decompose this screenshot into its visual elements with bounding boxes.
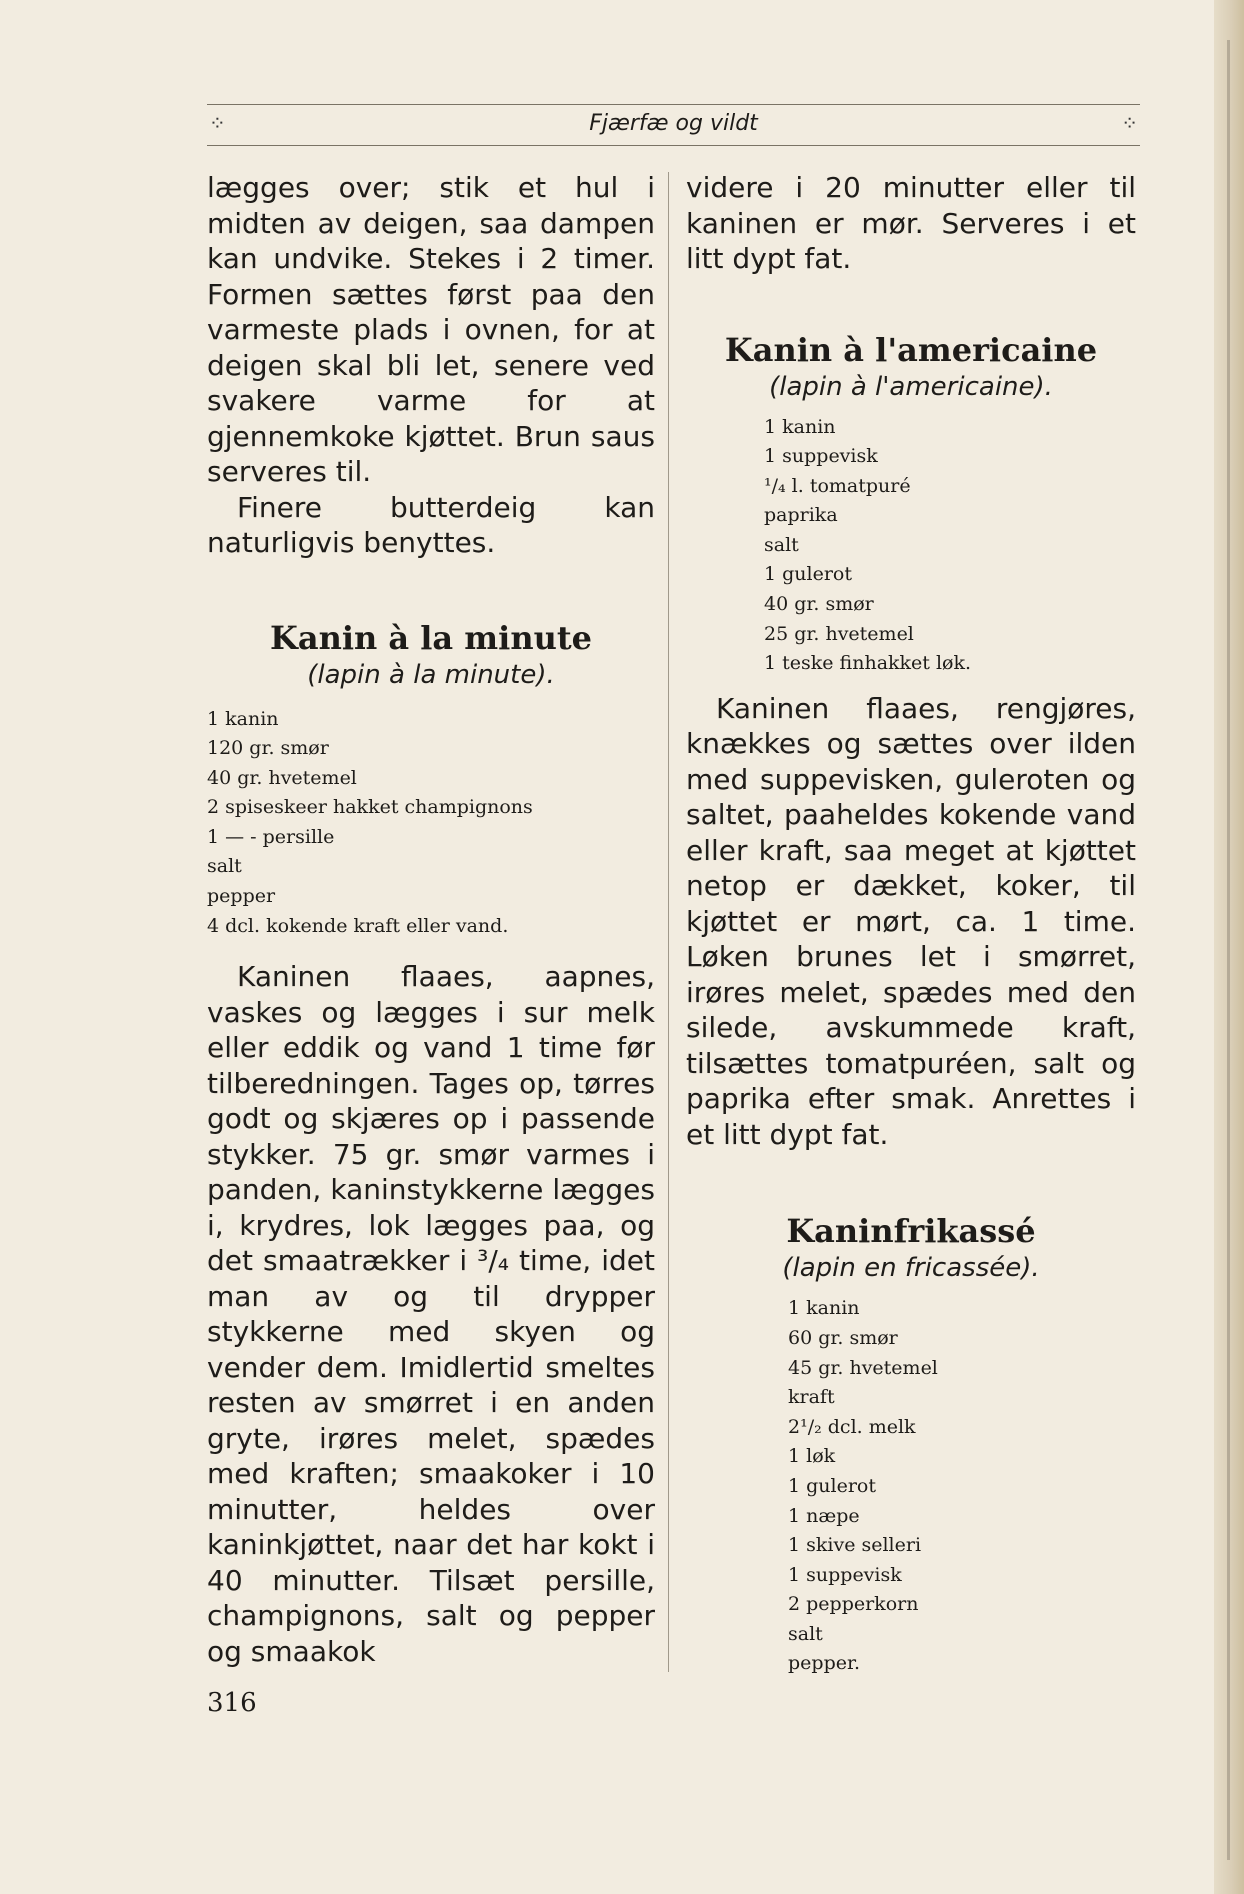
recipe-title: Kaninfrikassé — [786, 1212, 1036, 1251]
ornament-left: ⁘ — [209, 111, 226, 135]
ingredient-list — [788, 1294, 1136, 1679]
recipe-subtitle: (lapin à l'americaine). — [769, 371, 1053, 402]
ingredient-item: 2¹/₂ dcl. melk — [788, 1415, 916, 1438]
ingredient-item: 45 gr. hvetemel — [788, 1356, 938, 1379]
ingredient-item: 120 gr. smør — [207, 737, 329, 760]
ingredient-item: 1 næpe — [788, 1504, 860, 1527]
running-header — [207, 104, 1140, 146]
recipe-title: Kanin à l'americaine — [724, 330, 1098, 369]
running-header-title: Fjærfæ og vildt — [589, 111, 758, 136]
ingredient-item: 1 kanin — [207, 707, 279, 730]
ingredient-item: pepper. — [788, 1652, 861, 1675]
recipe-kanin-a-l-americaine — [686, 331, 1136, 1153]
ingredient-item: 1 kanin — [764, 415, 836, 438]
recipe-subtitle: (lapin en fricassée). — [782, 1253, 1040, 1284]
recipe-subtitle: (lapin à la minute). — [307, 659, 555, 690]
ingredient-item: 1 suppevisk — [788, 1563, 902, 1586]
recipe-method: Kaninen flaaes, aapnes, vaskes og lægges i sur melk eller eddik og vand 1 time før tilberedningen. Tages op, tørres godt og skjæres op i passende stykker. 75 gr. smør varmes i panden, kaninstykkerne lægges i, krydres, lok lægges paa, og det smaatrækker i ³/₄ time, idet man av og til drypper stykkerne med skyen og vender dem. Imidlertid smeltes resten av smørret i en anden gryte, irøres melet, spædes med kraften; smaakoker i 10 minutter, heldes over kaninkjøttet, naar det har kokt i 40 minutter. Tilsæt persille, champignons, salt og pepper og smaakok — [207, 960, 655, 1668]
ingredient-list — [764, 413, 1136, 679]
ingredient-item: 1 kanin — [788, 1297, 860, 1320]
left-paragraph-2: Finere butterdeig kan naturligvis benyttes. — [207, 490, 655, 559]
ingredient-list — [207, 705, 655, 942]
ingredient-item: salt — [788, 1622, 823, 1645]
ingredient-item: salt — [764, 533, 799, 556]
column-divider — [668, 172, 669, 1672]
page-edge-shadow — [1227, 40, 1230, 1860]
ingredient-item: salt — [207, 855, 242, 878]
ornament-right: ⁘ — [1121, 111, 1138, 135]
right-paragraph-1: videre i 20 minutter eller til kaninen er mør. Serveres i et litt dypt fat. — [686, 171, 1136, 275]
left-column — [207, 170, 655, 1669]
page-number: 316 — [207, 1688, 257, 1718]
ingredient-item: 60 gr. smør — [788, 1326, 898, 1349]
ingredient-item: kraft — [788, 1386, 835, 1409]
ingredient-item: 1 — - persille — [207, 825, 335, 848]
ingredient-item: 1 gulerot — [788, 1474, 877, 1497]
ingredient-item: 1 gulerot — [764, 563, 853, 586]
ingredient-item: 1 teske finhakket løk. — [764, 652, 972, 675]
ingredient-item: 1 skive selleri — [788, 1534, 922, 1557]
ingredient-item: 1 løk — [788, 1445, 836, 1468]
ingredient-item: 2 spiseskeer hakket champignons — [207, 796, 533, 819]
ingredient-item: 1 suppevisk — [764, 445, 878, 468]
right-column — [686, 170, 1136, 1679]
ingredient-item: 2 pepperkorn — [788, 1593, 919, 1616]
ingredient-item: pepper — [207, 885, 276, 908]
ingredient-item: 4 dcl. kokende kraft eller vand. — [207, 914, 509, 937]
recipe-kanin-a-la-minute — [207, 619, 655, 1670]
recipe-title: Kanin à la minute — [270, 618, 592, 657]
ingredient-item: ¹/₄ l. tomatpuré — [764, 474, 911, 497]
recipe-method: Kaninen flaaes, rengjøres, knækkes og sættes over ilden med suppevisken, guleroten og saltet, paaheldes kokende vand eller kraft, saa meget at kjøttet netop er dækket, koker, til kjøttet er mørt, ca. 1 time. Løken brunes let i smørret, irøres melet, spædes med den silede, avskummede kraft, tilsættes tomatpuréen, salt og paprika efter smak. Anrettes i et litt dypt fat. — [686, 691, 1136, 1151]
ingredient-item: 25 gr. hvetemel — [764, 622, 914, 645]
ingredient-item: 40 gr. smør — [764, 593, 874, 616]
ingredient-item: 40 gr. hvetemel — [207, 766, 357, 789]
recipe-kaninfrikasse — [686, 1212, 1136, 1679]
ingredient-item: paprika — [764, 504, 838, 527]
left-paragraph-1: lægges over; stik et hul i midten av deigen, saa dampen kan undvike. Stekes i 2 timer. Formen sættes først paa den varmeste plads i ovnen, for at deigen skal bli let, senere ved svakere varme for at gjennemkoke kjøttet. Brun saus serveres til. — [207, 171, 655, 488]
